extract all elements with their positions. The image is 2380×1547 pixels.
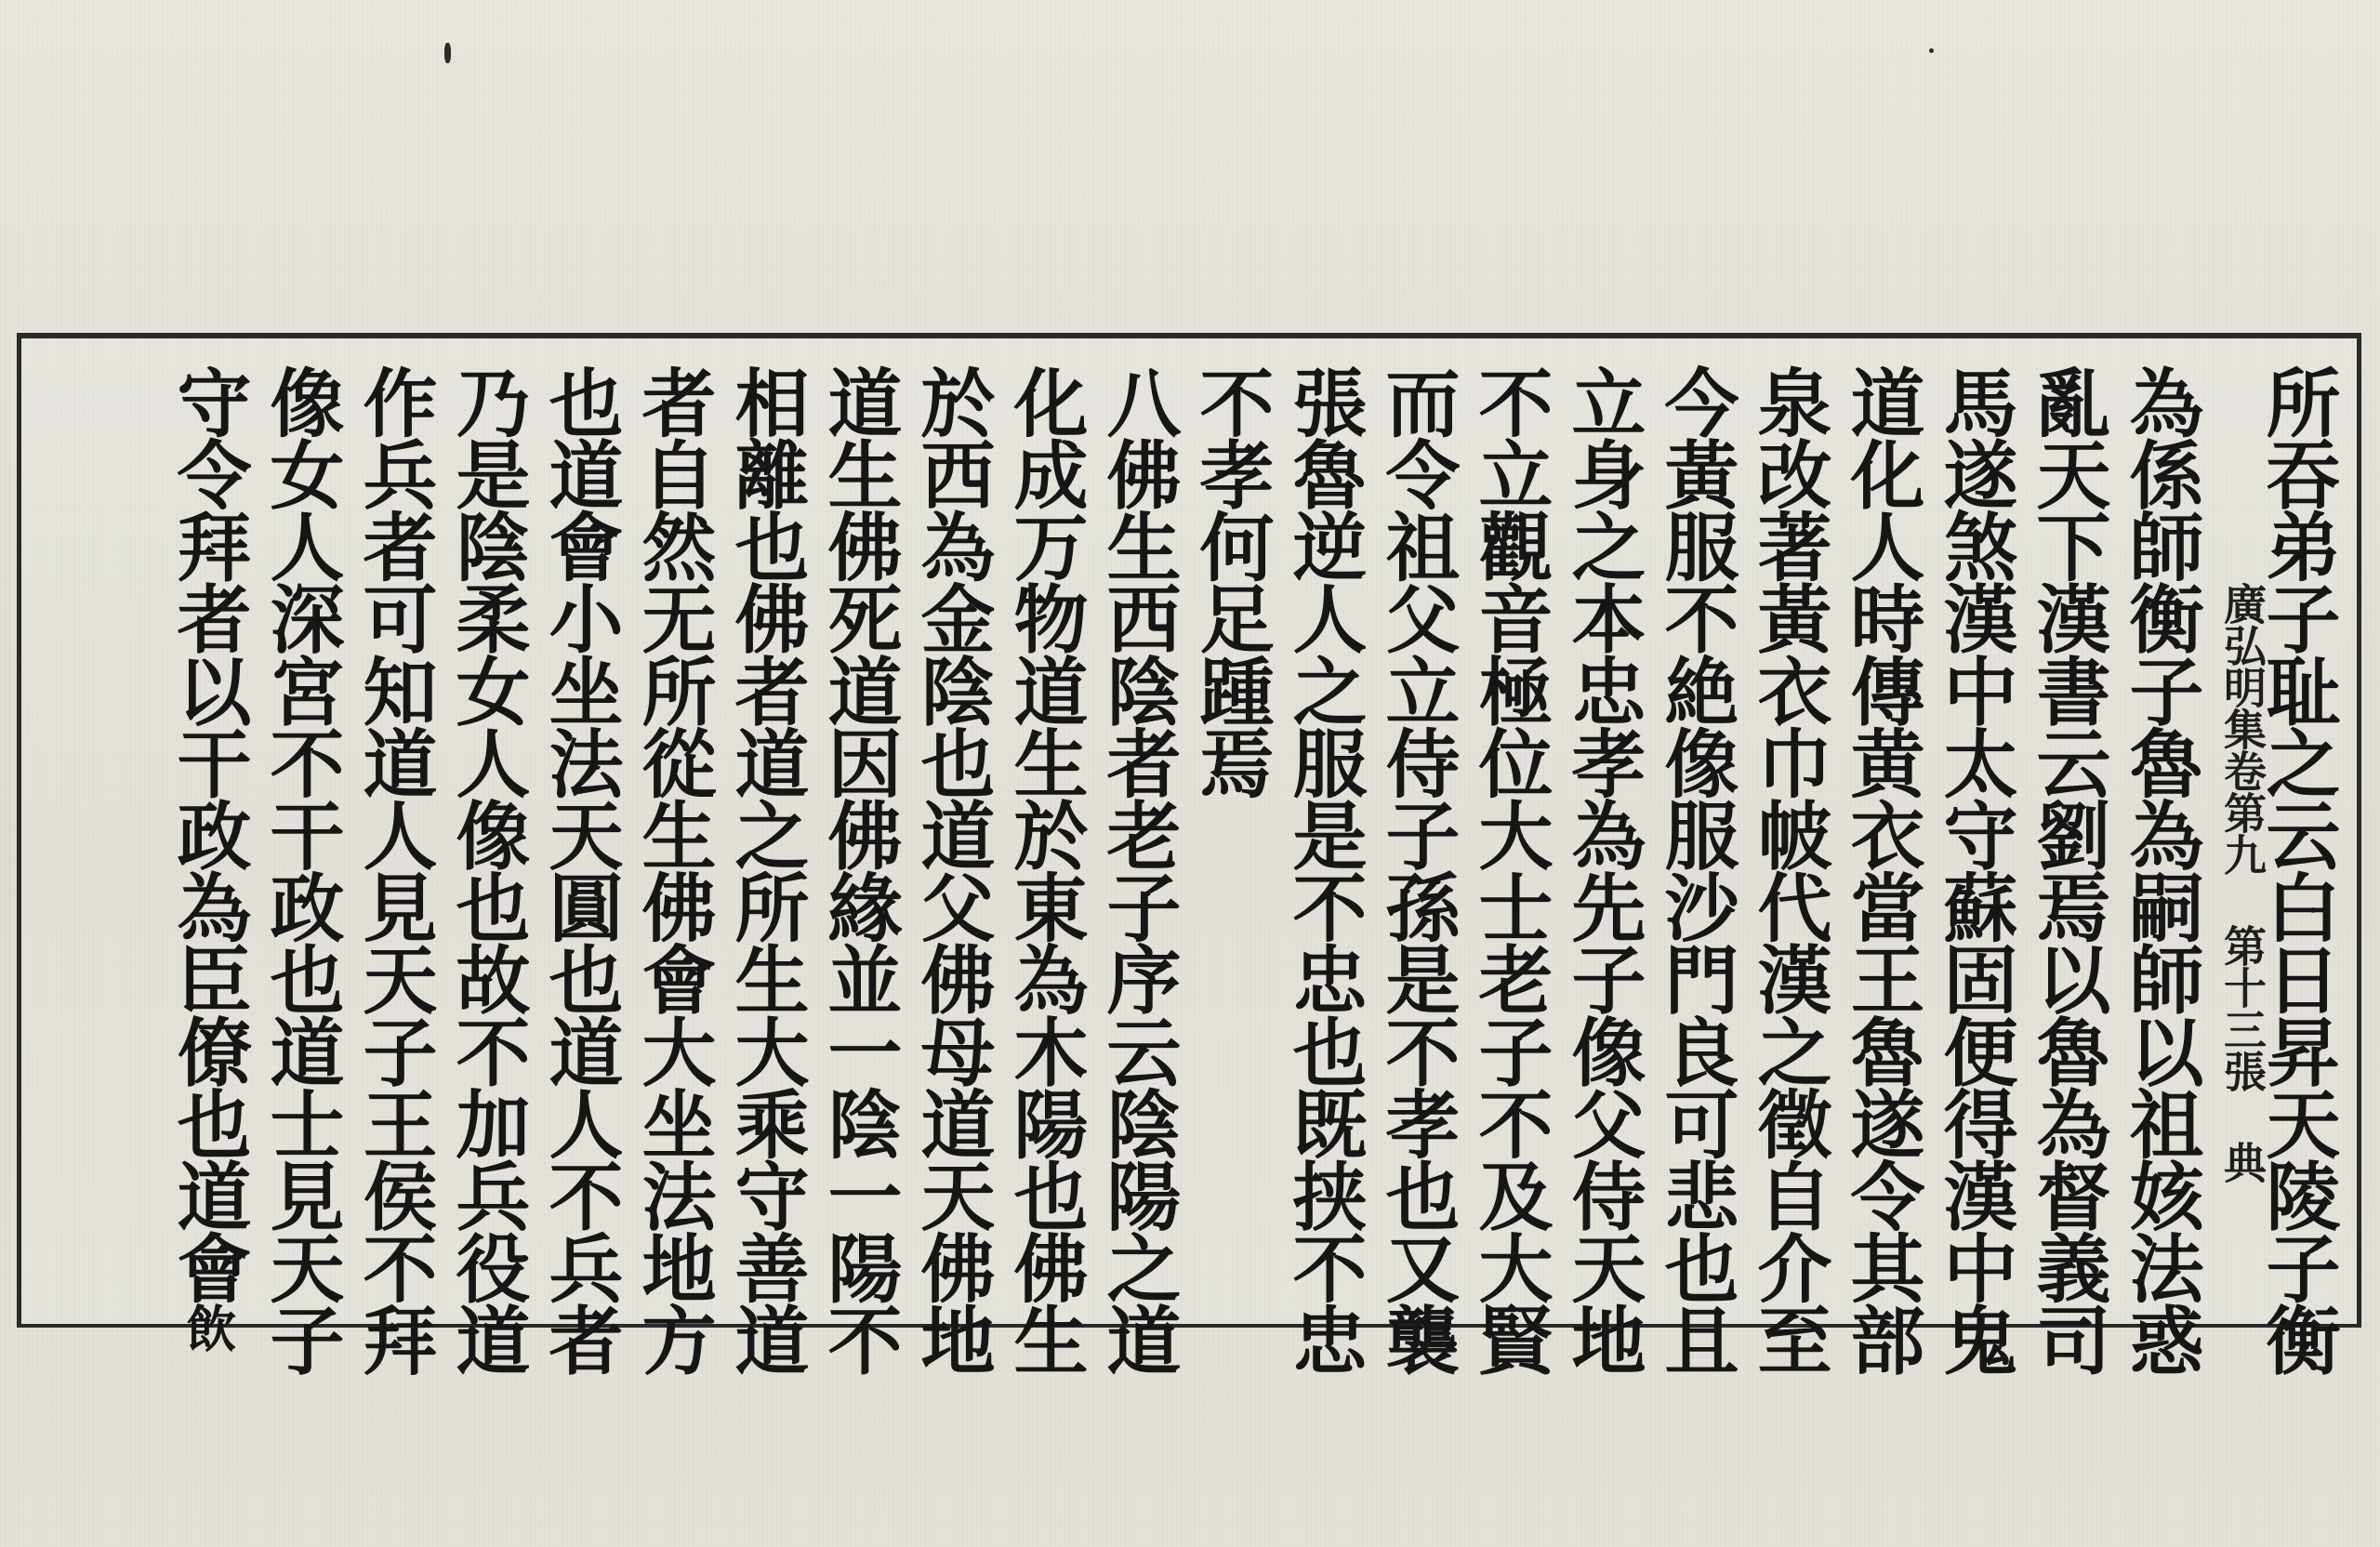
text-column-main: 守令拜者以干政為臣僚也道會 <box>165 364 252 1302</box>
margin-label: 廣弘明集卷第九 第十三張 典 <box>2217 582 2268 1183</box>
text-column: 乃是陰柔女人像也故不加兵役道 <box>443 364 531 1375</box>
text-column: 泉改著黃衣巾帔代漢之徵自介至 <box>1745 364 1832 1375</box>
text-column: 相離也佛者道之所生大乘守善道 <box>722 364 810 1375</box>
text-column: 作兵者可知道人見天子王侯不拜 <box>350 364 438 1375</box>
text-column: 亂天下漢書云劉焉以魯為督義司 <box>2024 364 2111 1375</box>
text-column: 立身之本忠孝為先子像父侍天地 <box>1559 364 1646 1375</box>
text-frame <box>17 333 2361 1375</box>
text-column: 於西為金陰也道父佛母道天佛地 <box>908 364 996 1375</box>
text-column: 道生佛死道因佛緣並一陰一陽不 <box>815 364 903 1375</box>
text-column: 不立觀音極位大士老子不及大賢 <box>1466 364 1554 1375</box>
text-column-small-glyph: 飲 <box>178 1302 238 1352</box>
text-column: 而令祖父立侍子孫是不孝也又襲 <box>1373 364 1461 1375</box>
text-column: 馬遂煞漢中太守蘇固便得漢中鬼 <box>1931 364 2018 1375</box>
text-column: 所吞弟子耻之云白日昇天陵子衡 <box>2254 364 2341 1375</box>
ink-spot <box>444 43 451 63</box>
text-column: 為係師衡子魯為嗣師以祖姟法惑 <box>2117 364 2204 1375</box>
text-column: 八佛生西陰者老子序云陰陽之道 <box>1094 364 1182 1375</box>
text-column <box>164 364 253 1352</box>
text-column: 不孝何足踵焉 <box>1187 364 1275 798</box>
ink-spot <box>1929 48 1934 53</box>
text-column: 道化人時傳黄衣當王魯遂令其部 <box>1838 364 1925 1375</box>
text-column: 者自然无所從生佛會大坐法地方 <box>629 364 717 1375</box>
text-column: 也道會小坐法天圓也道人不兵者 <box>536 364 624 1375</box>
text-column: 化成万物道生於東為木陽也佛生 <box>1001 364 1089 1375</box>
text-column: 像女人深宮不干政也道士見天子 <box>258 364 345 1375</box>
text-column: 張魯逆人之服是不忠也既挟不忠 <box>1280 364 1368 1375</box>
text-column: 今黃服不絶像服沙門良可悲也且 <box>1652 364 1739 1375</box>
